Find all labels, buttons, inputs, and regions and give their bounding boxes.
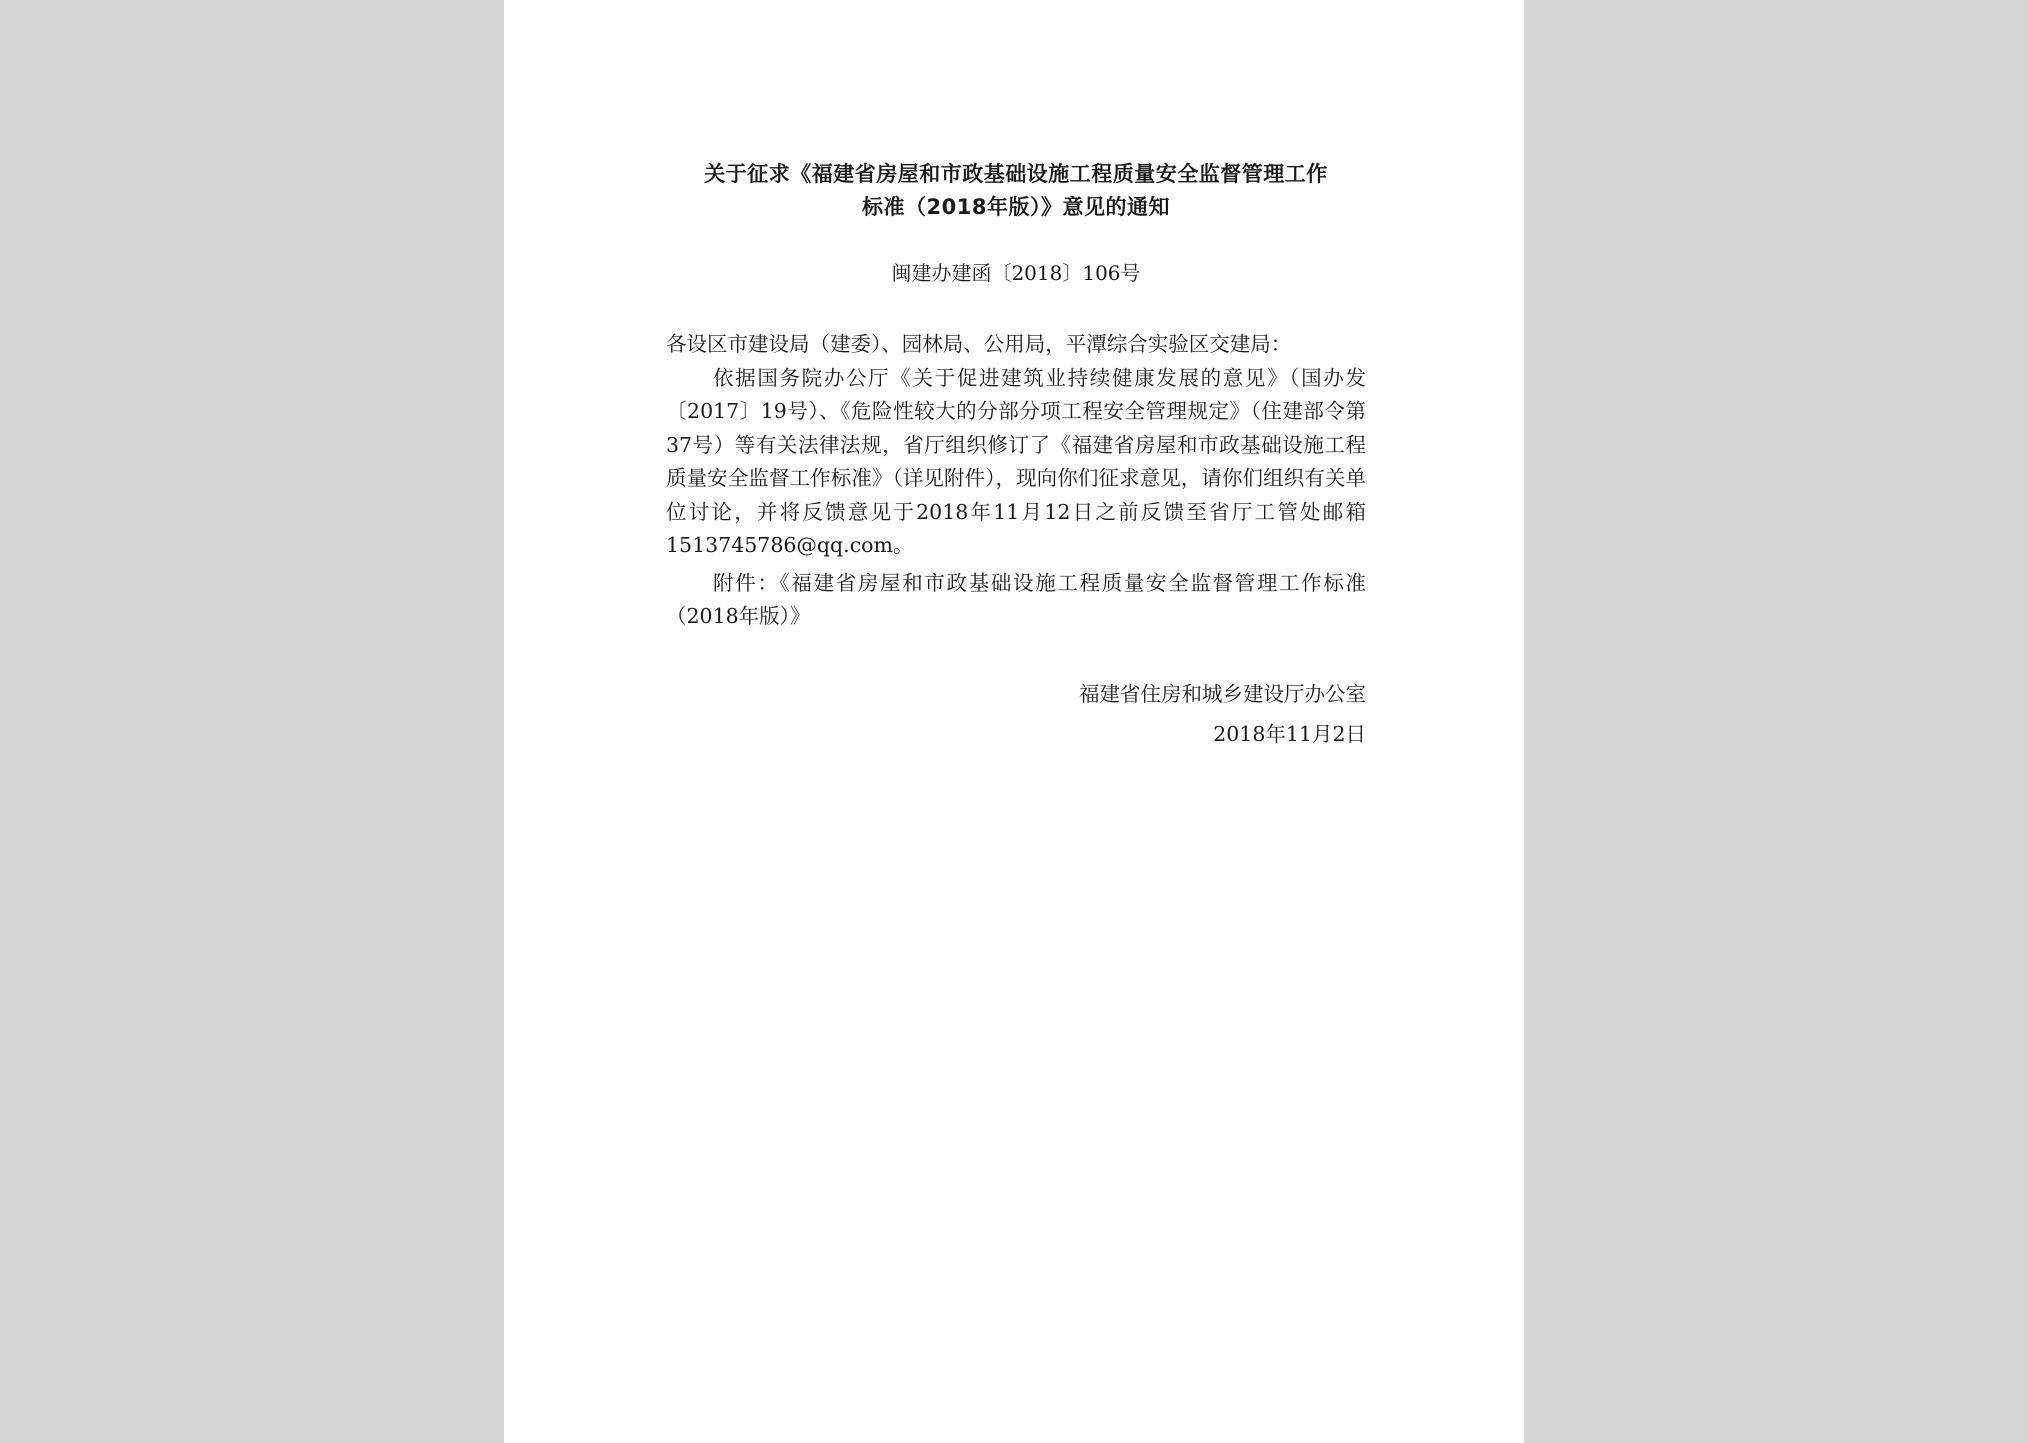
document-number: 闽建办建函〔2018〕106号 xyxy=(891,261,1141,285)
document-content xyxy=(666,158,1366,754)
issuer: 福建省住房和城乡建设厅办公室 xyxy=(1079,681,1366,706)
document-title xyxy=(666,158,1366,224)
title-line-2: 标准（2018年版）》意见的通知 xyxy=(862,195,1170,219)
signature-block xyxy=(666,674,1366,754)
issue-date: 2018年11月2日 xyxy=(1213,721,1366,746)
title-line-1: 关于征求《福建省房屋和市政基础设施工程质量安全监督管理工作 xyxy=(704,162,1328,186)
attachment-note: 附件：《福建省房屋和市政基础设施工程质量安全监督管理工作标准（2018年版）》 xyxy=(666,570,1366,628)
document-page xyxy=(504,0,1524,1443)
body-paragraph: 依据国务院办公厅《关于促进建筑业持续健康发展的意见》（国办发〔2017〕19号）、《危险性较大的分部分项工程安全管理规定》（住建部令第37号）等有关法律法规，省厅组织修订了《福建省房屋和市政基础设施工程质量安全监督工作标准》（详见附件），现向你们征求意见，请你们组织有关单位讨论，并将反馈意见于2018年11月12日之前反馈至省厅工管处邮箱1513745786@qq.com。 xyxy=(666,365,1366,557)
addressee: 各设区市建设局（建委）、园林局、公用局，平潭综合实验区交建局： xyxy=(666,332,1292,356)
